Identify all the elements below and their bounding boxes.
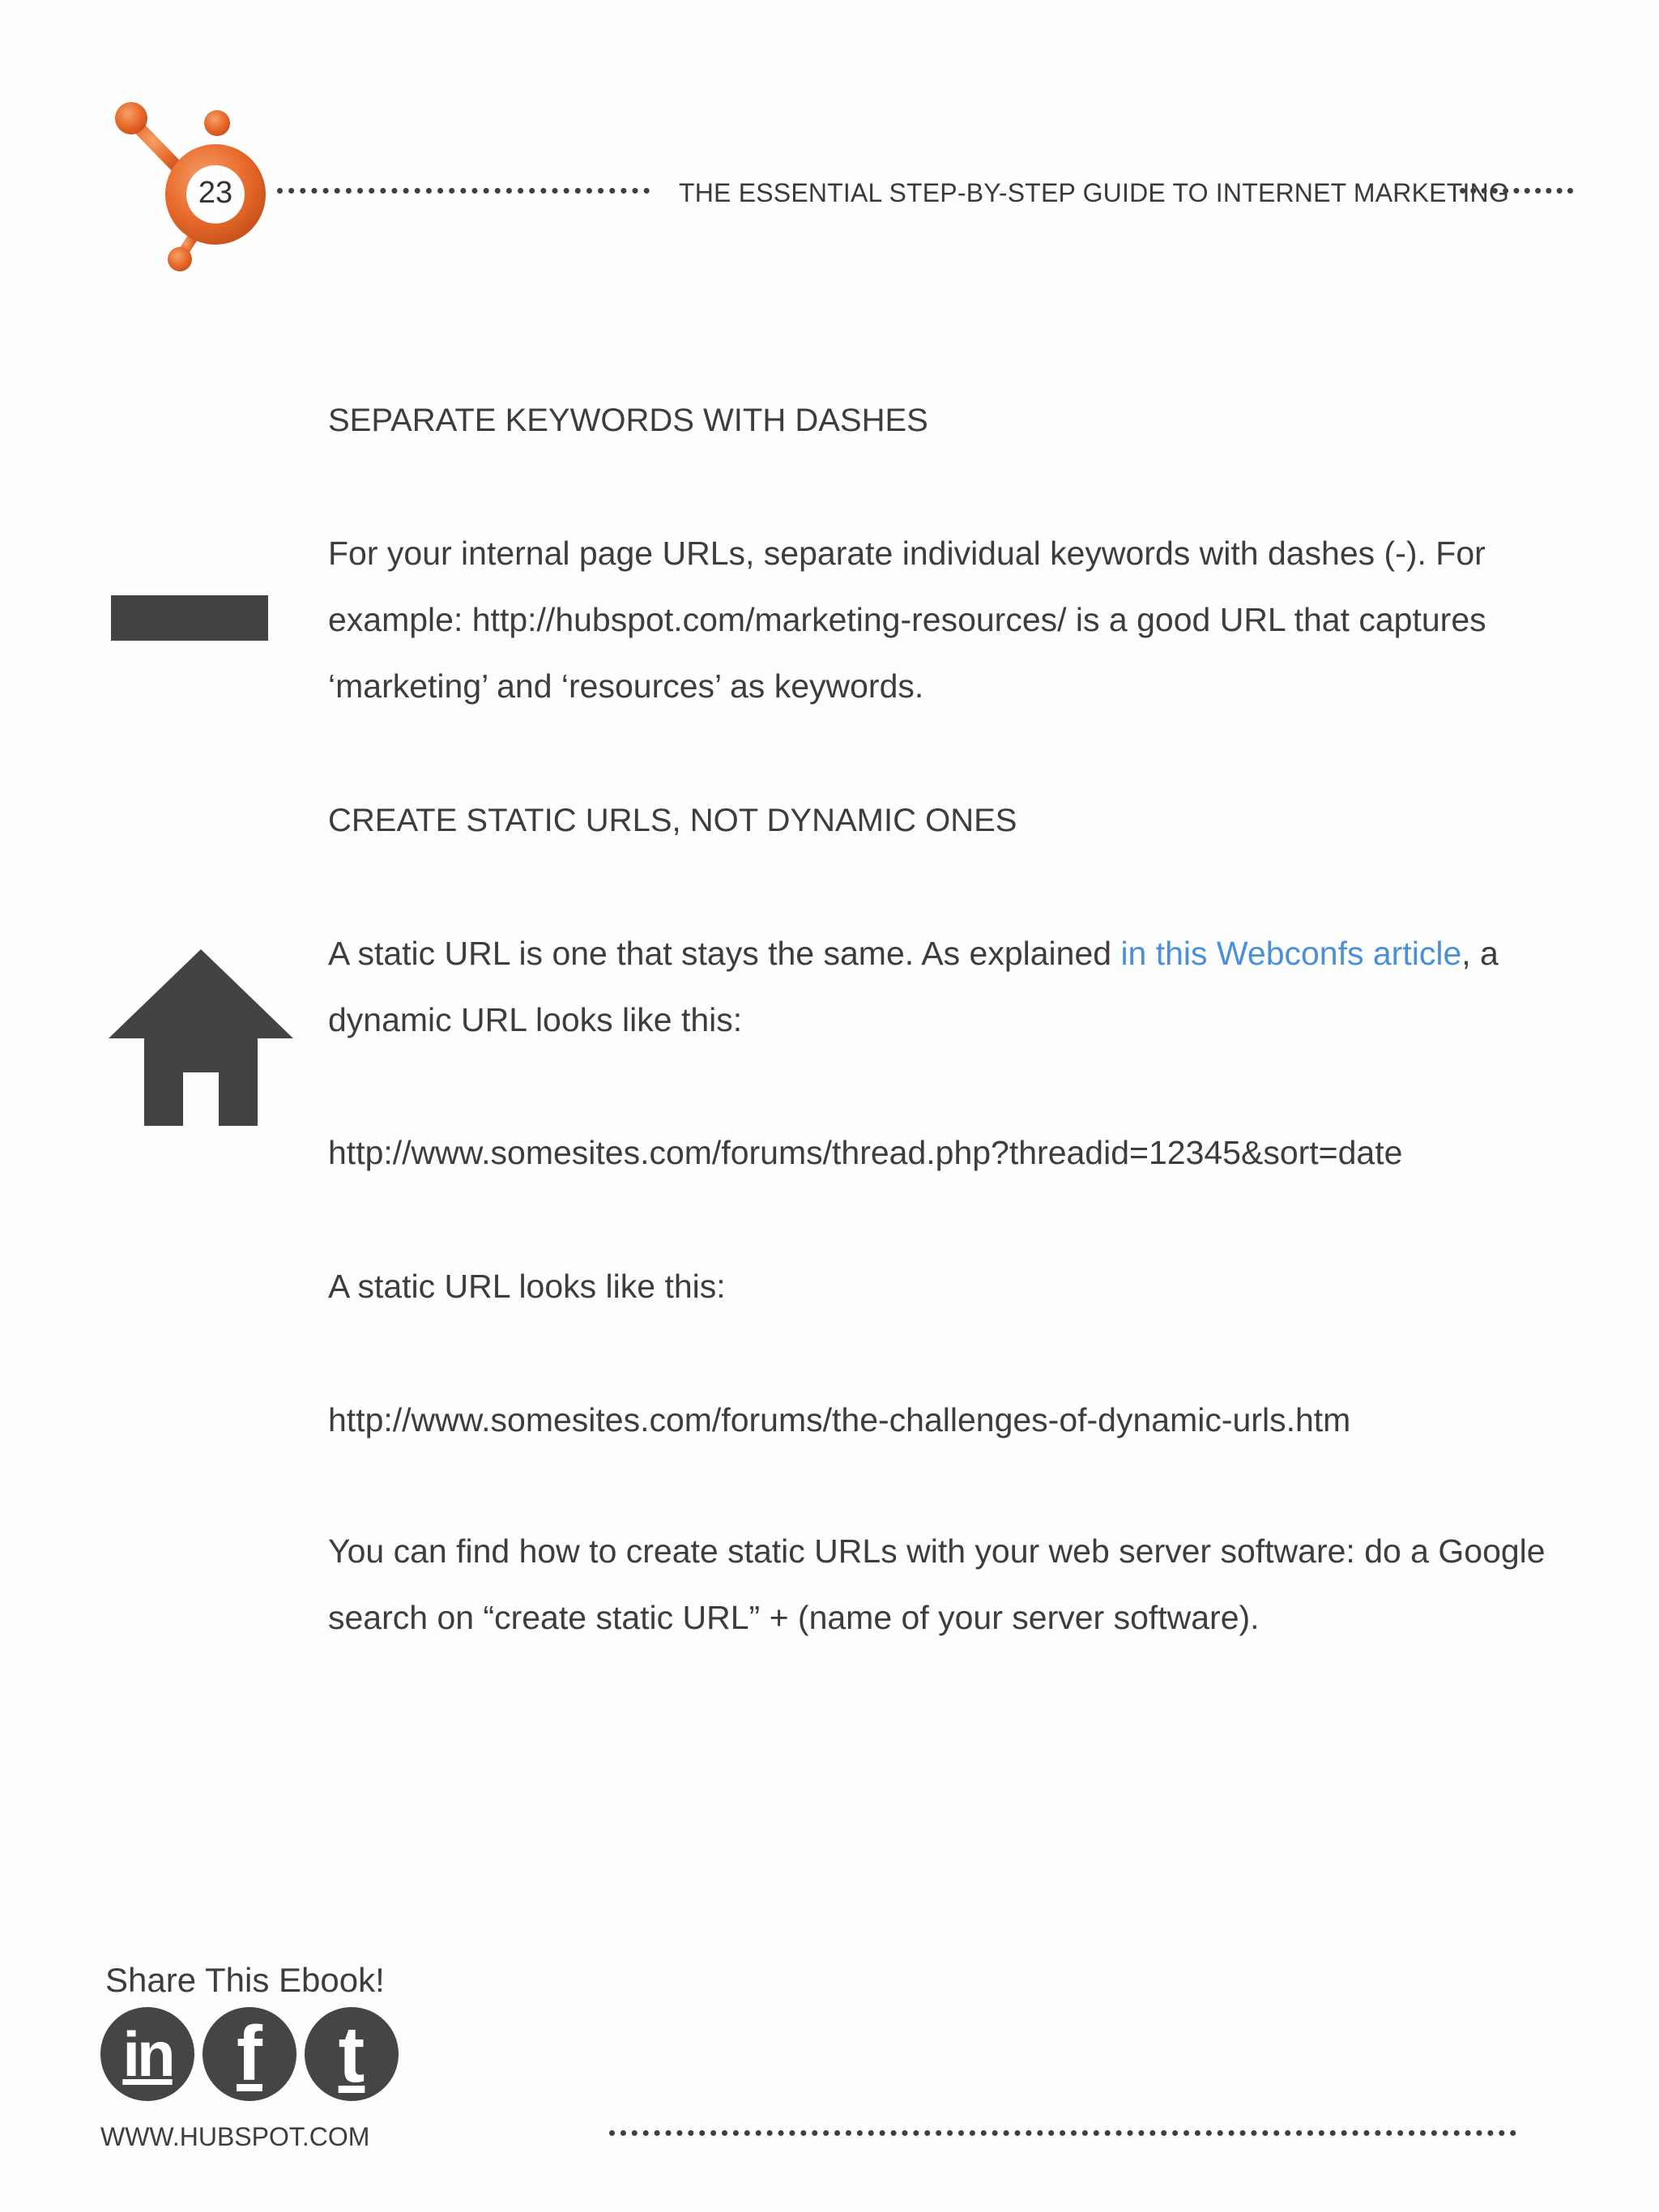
section-heading-static-urls: CREATE STATIC URLS, NOT DYNAMIC ONES xyxy=(328,803,1017,838)
section-heading-dashes: SEPARATE KEYWORDS WITH DASHES xyxy=(328,403,928,438)
webconfs-article-link[interactable]: in this Webconfs article xyxy=(1120,935,1462,972)
linkedin-icon[interactable]: in xyxy=(100,2007,194,2101)
section-paragraph-static-intro xyxy=(328,920,1592,1053)
dynamic-url-example: http://www.somesites.com/forums/thread.php?threadid=12345&sort=date xyxy=(328,1134,1403,1171)
facebook-icon[interactable]: f xyxy=(203,2007,296,2101)
static-url-example: http://www.somesites.com/forums/the-challenges-of-dynamic-urls.htm xyxy=(328,1401,1351,1438)
share-label: Share This Ebook! xyxy=(105,1961,385,1999)
minus-icon xyxy=(111,595,268,641)
document-title: THE ESSENTIAL STEP-BY-STEP GUIDE TO INTERNET MARKETING xyxy=(679,178,1509,207)
twitter-icon[interactable]: t xyxy=(305,2007,399,2101)
hubspot-sprocket-icon xyxy=(105,97,267,275)
footer-site-url: WWW.HUBSPOT.COM xyxy=(100,2122,370,2151)
static-url-intro: A static URL looks like this: xyxy=(328,1268,726,1305)
intro-text-before-link: A static URL is one that stays the same. As explained xyxy=(328,935,1121,972)
header-divider-left xyxy=(277,188,650,194)
home-icon xyxy=(109,949,293,1126)
page-number: 23 xyxy=(198,176,233,210)
header-divider-right xyxy=(1460,188,1573,194)
intro-text-after-link: , a dynamic URL looks like this: xyxy=(328,935,1499,1038)
footer-divider xyxy=(609,2130,1516,2136)
section-paragraph-closing: You can find how to create static URLs with your web server software: do a Google search on “create static URL” + (name of your server software). xyxy=(328,1532,1546,1636)
section-paragraph-dashes: For your internal page URLs, separate individual keywords with dashes (-). For example: http://hubspot.com/marketing-resources/ is a good URL that captures ‘marketing’ and ‘resources’ as keywords. xyxy=(328,535,1486,705)
